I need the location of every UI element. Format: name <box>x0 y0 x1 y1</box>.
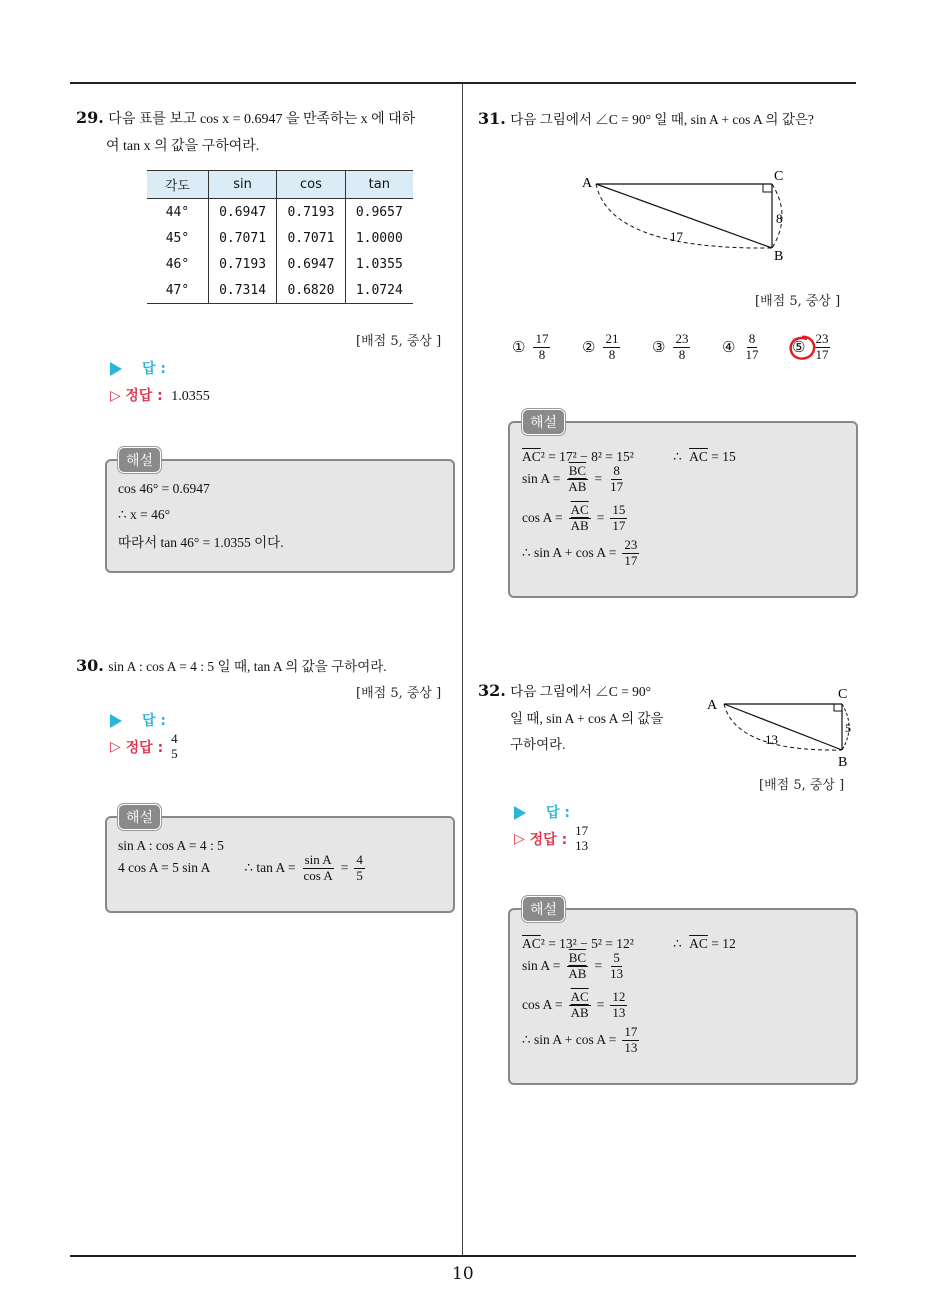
column-divider <box>462 84 463 1256</box>
question-32 <box>478 680 651 700</box>
question-number: 32. <box>478 681 506 700</box>
question-text-line1: 다음 표를 보고 cos x = 0.6947 을 만족하는 x 에 대하 <box>108 112 416 127</box>
question-text-line1: 다음 그림에서 ∠C = 90° <box>510 684 652 699</box>
answer-blank <box>110 710 166 730</box>
points-label: [배점 5, 중상 ] <box>356 334 442 349</box>
explanation-line: cos 46° = 0.6947 <box>118 481 210 496</box>
trig-table <box>147 170 413 304</box>
question-text: sin A : cos A = 4 : 5 일 때, tan A 의 값을 구하여라. <box>108 659 387 674</box>
side-label: 5 <box>845 721 851 735</box>
explanation-line: ∴ sin A + cos A = $\frac{23}{17}$ <box>522 537 638 568</box>
table-cell: 0.6947 <box>208 199 276 226</box>
answer-fraction: 17 13 <box>575 823 589 853</box>
correct-answer-value: 1.0355 <box>171 389 210 404</box>
table-cell: 0.7071 <box>208 225 276 251</box>
table-cell: 47° <box>147 277 208 304</box>
question-30 <box>76 655 387 675</box>
explanation-line: ∴ sin A + cos A = $\frac{17}{13}$ <box>522 1024 638 1055</box>
points-label: [배점 5, 중상 ] <box>356 686 442 701</box>
answer-blank-label: 답 : <box>142 361 166 377</box>
explanation-line: 4 cos A = 5 sin A ∴ tan A = $\frac{\text{sin A}}{\text{cos A}}$ = $\frac{4}{5}$ <box>118 852 363 883</box>
selected-answer-circle-icon <box>787 334 817 362</box>
outline-triangle-icon: ▷ <box>110 388 121 404</box>
play-icon <box>110 714 122 728</box>
table-row <box>147 277 413 304</box>
question-number: 29. <box>76 108 104 127</box>
choice-1[interactable]: ① $\frac{17}{8}$ <box>512 331 549 362</box>
answer-blank-label: 답 : <box>546 805 570 821</box>
outline-triangle-icon: ▷ <box>514 830 530 847</box>
explanation-tag: 해설 <box>118 804 161 830</box>
top-rule <box>70 82 856 84</box>
correct-answer <box>514 824 592 854</box>
table-cell: 0.7193 <box>208 251 276 277</box>
answer-blank-label: 답 : <box>142 713 166 729</box>
table-cell: 46° <box>165 256 190 272</box>
explanation-line: $\overline{AC}^2 = 17^2 - 8^2 = 15^2$ ∴ $\overline{AC} = 15$ <box>522 449 736 464</box>
table-header: sin <box>208 171 276 199</box>
question-number: 30. <box>76 656 104 675</box>
table-cell: 0.7193 <box>277 199 345 226</box>
fraction: $\frac{4}{5}$ <box>356 852 363 883</box>
question-29 <box>76 108 456 128</box>
explanation-line: sin A : cos A = 4 : 5 <box>118 838 224 853</box>
question-text-line2: 일 때, sin A + cos A 의 값을 <box>510 711 664 726</box>
question-text-line2: 여 tan x 의 값을 구하여라. <box>106 139 260 154</box>
explanation-line: ∴ x = 46° <box>118 507 170 522</box>
triangle-figure <box>700 682 860 772</box>
vertex-b-label: B <box>774 249 784 264</box>
fraction: $\frac{\text{sin A}}{\text{cos A}}$ <box>303 852 333 883</box>
choice-5[interactable]: ⑤ $\frac{23}{17}$ <box>792 331 829 362</box>
table-row <box>147 251 413 277</box>
hypotenuse-label: 13 <box>765 732 778 747</box>
correct-answer <box>110 732 182 762</box>
table-cell: 45° <box>165 230 190 246</box>
question-31 <box>478 108 814 128</box>
page-number: 10 <box>452 1264 474 1284</box>
table-header: cos <box>277 171 345 199</box>
table-cell: 44° <box>165 204 190 220</box>
triangle-figure <box>570 160 800 270</box>
answer-blank <box>514 802 570 822</box>
table-cell: 0.7071 <box>277 225 345 251</box>
table-cell: 1.0000 <box>345 225 413 251</box>
table-cell: 0.7314 <box>208 277 276 304</box>
correct-answer-label: 정답 : <box>529 831 568 848</box>
hypotenuse-label: 17 <box>670 229 683 244</box>
table-header: 각도 <box>147 171 208 199</box>
correct-answer <box>110 385 210 405</box>
vertex-c-label: C <box>838 687 848 702</box>
choice-3[interactable]: ③ $\frac{23}{8}$ <box>652 331 689 362</box>
explanation-line: 따라서 tan 46° = 1.0355 이다. <box>118 535 284 550</box>
vertex-b-label: B <box>838 755 848 770</box>
side-label: 8 <box>776 211 783 226</box>
explanation-line: $\overline{AC}^2 = 13^2 - 5^2 = 12^2$ ∴ $\overline{AC} = 12$ <box>522 936 736 951</box>
table-row <box>147 225 413 251</box>
question-text-line3: 구하여라. <box>510 737 566 752</box>
explanation-tag: 해설 <box>522 896 565 922</box>
table-cell: 0.9657 <box>345 199 413 226</box>
play-icon <box>110 362 122 376</box>
explanation-line: sin A = $\frac{\overline{BC}}{AB}$ = $\frac{5}{13}$ <box>522 950 624 981</box>
question-text: 다음 그림에서 ∠C = 90° 일 때, sin A + cos A 의 값은? <box>510 112 814 127</box>
explanation-line: cos A = $\frac{\overline{AC}}{AB}$ = $\frac{12}{13}$ <box>522 989 626 1020</box>
table-header-row <box>147 171 413 199</box>
vertex-a-label: A <box>707 698 718 713</box>
bottom-rule <box>70 1255 856 1257</box>
table-cell: 0.6947 <box>277 251 345 277</box>
table-cell: 1.0724 <box>345 277 413 304</box>
points-label: [배점 5, 중상 ] <box>759 778 845 793</box>
explanation-line: cos A = $\frac{\overline{AC}}{AB}$ = $\frac{15}{17}$ <box>522 502 626 533</box>
correct-answer-label: 정답 : <box>125 739 164 756</box>
vertex-a-label: A <box>582 176 593 191</box>
table-header: tan <box>345 171 413 199</box>
choice-4[interactable]: ④ $\frac{8}{17}$ <box>722 331 759 362</box>
table-row <box>147 199 413 226</box>
explanation-line: sin A = $\frac{\overline{BC}}{AB}$ = $\frac{8}{17}$ <box>522 463 624 494</box>
explanation-tag: 해설 <box>522 409 565 435</box>
answer-blank <box>110 358 166 378</box>
question-number: 31. <box>478 109 506 128</box>
correct-answer-label: 정답 : <box>125 388 163 404</box>
explanation-tag: 해설 <box>118 447 161 473</box>
table-cell: 0.6820 <box>277 277 345 304</box>
table-cell: 1.0355 <box>345 251 413 277</box>
choice-2[interactable]: ② $\frac{21}{8}$ <box>582 331 619 362</box>
answer-fraction: 4 5 <box>171 731 178 761</box>
points-label: [배점 5, 중상 ] <box>755 294 841 309</box>
vertex-c-label: C <box>774 169 784 184</box>
play-icon <box>514 806 526 820</box>
outline-triangle-icon: ▷ <box>110 738 126 755</box>
